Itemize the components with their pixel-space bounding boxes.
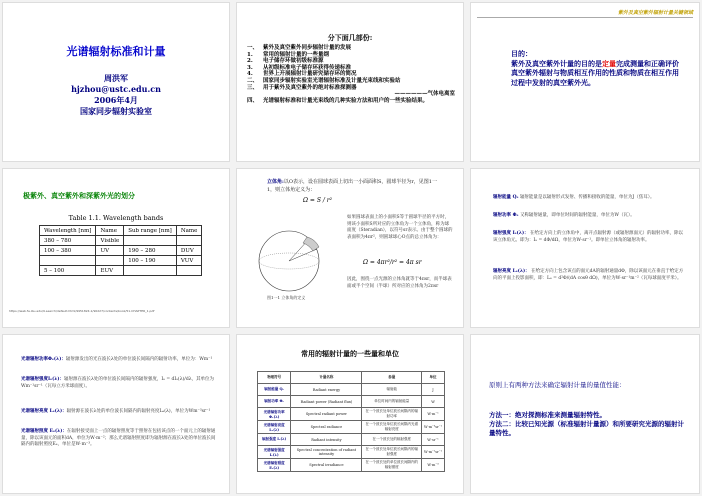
slide-methods (470, 334, 700, 494)
running-header: 紫外及真空紫外辐射计量关键领域 (617, 10, 693, 16)
solid-angle-intro: 立体角:以O表示，设在圆球表面上切出一小面面积S，圆球半径为r，见图1一1，则立体角定义为： (267, 179, 437, 193)
table-row: 光谱辐射照度 Eₑ(λ) Spectral irradiance 在一个波长处的单位波长间隔内的辐射照度 W·m⁻³ (258, 459, 445, 472)
table-header: Wavelength [nm] Name Sub range [nm] Name (40, 226, 202, 236)
wavelength-table (39, 225, 202, 276)
purpose-label: 目的： (511, 49, 532, 58)
units-title: 常用的辐射计量的一些量和单位 (301, 349, 399, 358)
units-table (257, 371, 445, 472)
slide-spectral-defs (2, 334, 230, 494)
author-name: 周洪军 (104, 73, 128, 83)
highlight-word: 定量 (602, 58, 616, 68)
solid-angle-figure (247, 213, 347, 303)
outline-heading: 分下面几部份: (327, 33, 373, 42)
author-block (3, 73, 229, 117)
purpose-text: 目的： 紫外及真空紫外计量的目的是定量完成测量和正确评价真空紫外辐射与物质相互作用的性质和物质在相互作用过程中发射的真空紫外光。 (511, 49, 685, 87)
definition-item: 辐射强度 Iₑ(λ)： 在给定方向上的立体角中，离开点辐射源（或辐射源面元）的辐射功率，除以该立体角元。即为：Iₑ = dΦ/dΩ，单位为W·sr⁻¹。即单位立体角的辐射功率。 (493, 231, 684, 243)
figure-caption: 图1一1 立体角的定义 (267, 295, 306, 300)
definition-item: 辐射功率 Φₑ 又称辐射通量，即单位时间的辐射能量，单位为W（瓦）。 (493, 213, 635, 218)
slide-purpose (470, 2, 700, 162)
slide-wavelength-bands (2, 168, 230, 328)
table-row: 光谱辐射功率 Φₑ(λ) Spectral radiant power 在一个波长处单位波长间隔内的辐射功率 W·m⁻¹ (258, 408, 445, 421)
outline-item: 一、 紫外及真空紫外同步辐射计量的发展 (247, 45, 352, 51)
outline-item: 四、 光谱辐射标准和计量光束线的几种实验方法和用户的一些实验结果。 (247, 97, 429, 104)
method-two: 方法二：比较已知光源（标准辐射计量源）和所要研究光源的辐射计量特性。 (489, 420, 684, 437)
solid-angle-formula: Ω = S / r² (303, 197, 333, 204)
table-row: 5 – 100 EUV (40, 266, 202, 276)
table-row: 380 – 780 Visible (40, 236, 202, 246)
table-row: 光谱辐射亮度 Lₑ(λ) Spectral radiance 在一个波长处单位波长间隔内光谱辐射亮度 W·m⁻³sr⁻¹ (258, 421, 445, 434)
term-label: 立体角: (267, 179, 284, 185)
definition-item: 光谱辐射亮度 Lₑ(λ)：辐射源在波长λ处的单位波长间隔内的辐射亮度Lₑ(λ)，单位为Wm⁻³sr⁻¹ (21, 409, 211, 414)
methods-intro: 原则上有两种方法来确定辐射计量的量值性能： (489, 381, 626, 389)
slide-title (2, 2, 230, 162)
slide-radiometric-defs (470, 168, 700, 328)
organization: 国家同步辐射实验室 (80, 106, 152, 116)
outline-item: 4. 世界上开展辐射计量研究储存环的简况 (247, 71, 357, 78)
definition-item: 光谱辐射照度 Eₑ(λ)：在辐射接受面上一点的辐射照度等于照射在包括该点的一个面元上的辐射通量，除以该面元的面积dA，单位为W·m⁻²；那么光谱辐射照度即为辐射源在波长λ处的单位波长间隔内的辐射照度Eₑ，单位是W·m⁻³。 (21, 429, 216, 447)
table-row: 光谱辐射强度 Iₑ(λ) Spectral concentration of radiant intensity 在一个波长处单位波长间隔内的辐射强度 W·m⁻¹sr⁻¹ (258, 446, 445, 459)
table-caption: Table 1.1. Wavelength bands (68, 214, 164, 222)
presentation-title: 光谱辐射标准和计量 (66, 45, 166, 58)
hemisphere-text: 因此，围绕一点光源的立体角就等于4πsr，而半球表面或半个空间（半球）所对应的立体角为2πsr (347, 277, 452, 289)
source-url: https://web.fa.ibu.edu/9.search/default.html/9951824.1/90227/contents/book/51.CHAPTER_1.pdf (9, 309, 155, 313)
presentation-date: 2006年4月 (94, 95, 138, 105)
table-row: 辐射能量 Qₑ Radiant energy 辐射能 J (258, 384, 445, 396)
author-email: hjzhou@ustc.edu.cn (71, 84, 161, 94)
outline-item: 1. 常用的辐射计量的一些量纲 (247, 51, 330, 58)
outline-item: ——————气体电离室 (394, 91, 455, 98)
method-one: 方法一：绝对探测标准来测量辐射特性。 (489, 411, 606, 419)
outline-item: 3. 从初级标准电子储存环获得传递标准 (247, 64, 352, 71)
table-header: 物理符号 计量名称 参量 单位 (258, 372, 445, 384)
definition-item: 辐射能量 Qₑ 辐射能量是以辐射形式发射、传播和接收的能量，单位为J（焦耳）。 (493, 195, 655, 200)
full-sphere-formula: Ω = 4πr²/r² = 4π sr (363, 259, 422, 266)
bands-title: 极紫外、真空紫外和深紫外光的划分 (23, 191, 135, 200)
outline-item: 2. 电子储存环做初级标准源 (247, 58, 324, 65)
table-row: 辐射功率 Φₑ Radiant power (Radiant flux) 单位时间内的辐射能量 W (258, 396, 445, 408)
outline-list (237, 45, 463, 104)
table-row: 辐射强度 Iₑ(λ) Radiant intensity 在一个波长处的辐射强度 W·sr⁻¹ (258, 434, 445, 446)
slide-units-table (236, 334, 464, 494)
slide-solid-angle (236, 168, 464, 328)
definition-item: 光谱辐射功率Φₑ(λ)：辐射源发出的光在波长λ处的单位波长间隔内的辐射功率，单位为：Wm⁻¹ (21, 357, 213, 362)
outline-item: 二、 国家同步辐射实验室光谱辐射标准及计量光束线和实验站 (247, 77, 401, 84)
methods-list (489, 411, 689, 438)
definition-item: 光谱辐射强度Iₑ(λ)：辐射源在波长λ处的单位波长间隔内的辐射强度，Iₑ = dIₑ(λ)/dλ，其单位为Wm⁻¹sr⁻¹（瓦每立方米球面度）。 (21, 377, 215, 389)
outline-item: 三、 用于紫外及真空紫外的绝对标准探测器 (247, 84, 357, 91)
definition-item: 辐射亮度 Lₑ(λ)： 在给定方向上包含该点的面元dA的辐射通量dΦ，除以该面元在垂直于给定方向的平面上投影面积，即：Lₑ = d²Φ/(dA cosθ dΩ)，单位为W·sr⁻¹m⁻²（瓦每球面度平米）。 (493, 269, 684, 281)
header-rule (477, 17, 693, 18)
steradian-text: 如果圆球表面上的小面积S等于圆球半径的平方时，则该小面积S所对应的立体角为一个立体角，称为球面度（Steradian），以符号sr表示。由于整个圆球的表面积为4πr²，则圆球球心O点的总立体角为： (347, 215, 453, 240)
table-row: 100 – 380 UV 190 – 280 DUV (40, 246, 202, 256)
slide-outline (236, 2, 464, 162)
table-row: 100 – 190 VUV (40, 256, 202, 266)
